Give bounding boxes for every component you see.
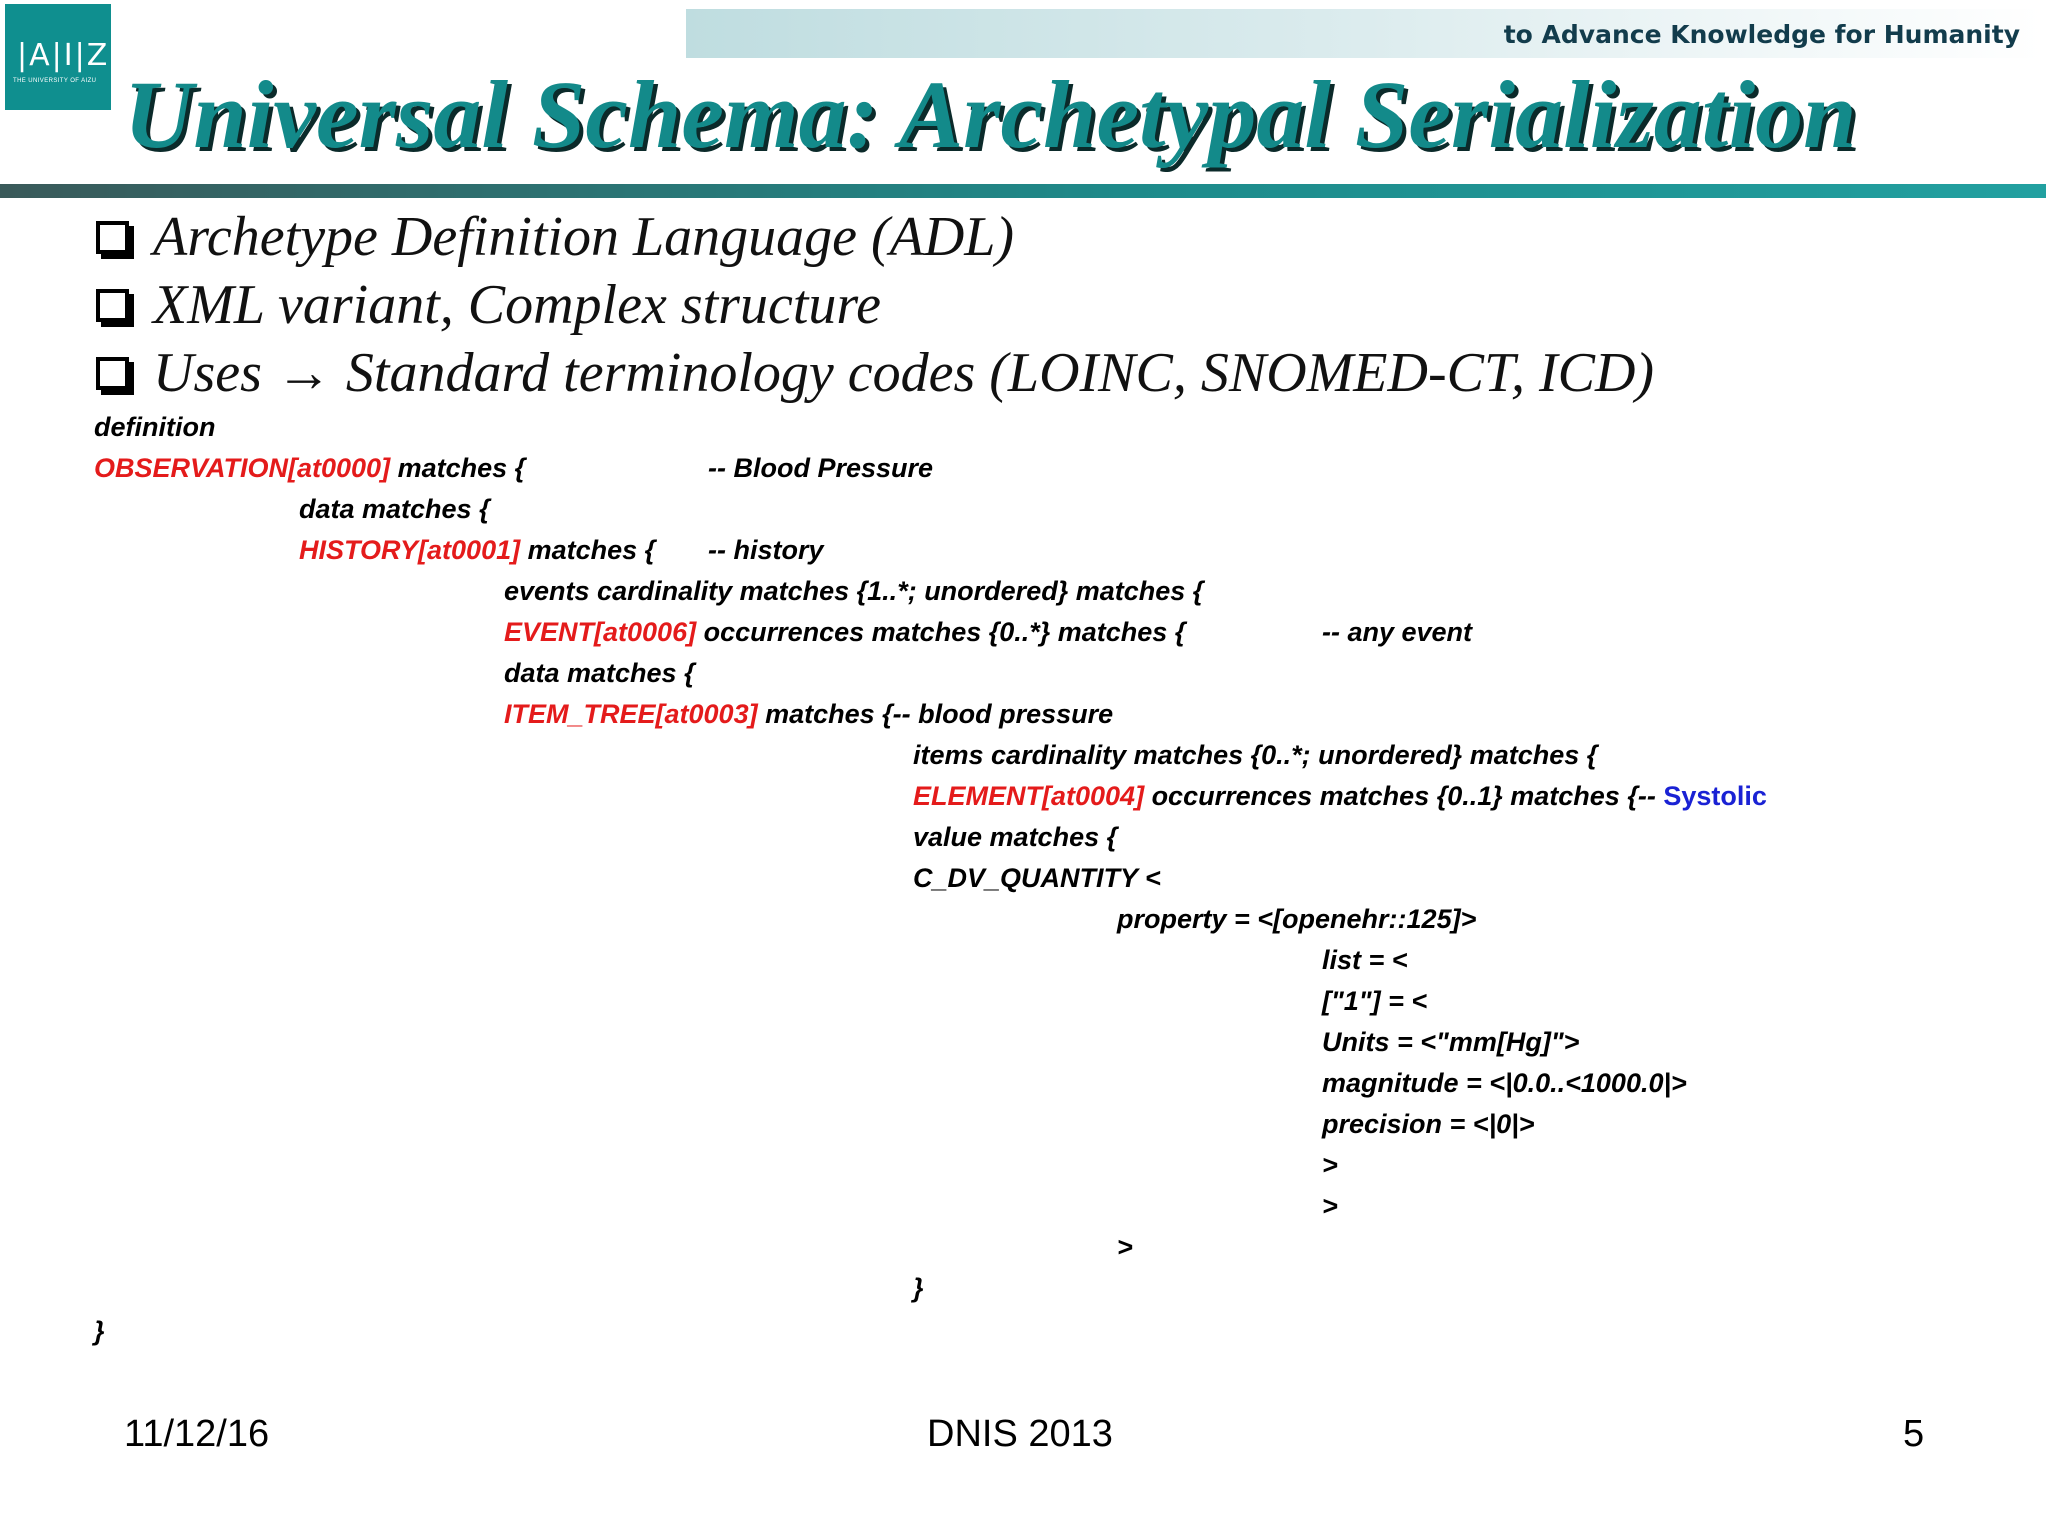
code-text: ["1"] = < [1322,986,1428,1016]
code-keyword: ITEM_TREE[at0003] [504,699,758,729]
tagline: to Advance Knowledge for Humanity [1503,20,2020,49]
bullet-text: Archetype Definition Language (ADL) [153,206,1015,268]
bullet-item [96,203,1654,271]
footer-date: 11/12/16 [124,1413,270,1455]
code-text: property = <[openehr::125]> [1117,904,1477,934]
code-line [1322,1025,1579,1059]
university-logo [5,4,158,110]
code-line [913,820,1117,854]
slide-title: Universal Schema: Archetypal Serialization [124,61,1857,168]
code-text: data matches { [504,658,695,688]
code-text: > [1322,1191,1338,1221]
tagline-bar [686,9,2042,58]
code-line [913,738,1597,772]
code-line [504,615,1185,649]
checkbox-bullet-icon [96,289,129,322]
code-text: matches { [390,453,526,483]
code-line [1117,1230,1133,1264]
code-comment: -- Blood Pressure [708,453,934,483]
code-keyword: HISTORY[at0001] [299,535,521,565]
code-line [299,533,655,567]
code-text: } [94,1316,105,1346]
code-text: > [1117,1232,1133,1262]
code-text: } [913,1273,924,1303]
code-line [1322,1189,1338,1223]
code-line [504,574,1203,608]
logo-subtitle: THE UNIVERSITY OF AIZU [13,78,97,84]
code-text: list = < [1322,945,1408,975]
code-text: events cardinality matches {1..*; unordered} matches { [504,576,1204,606]
code-line [1117,902,1476,936]
code-line [1322,1107,1534,1141]
checkbox-bullet-icon [96,357,129,390]
code-text: > [1322,1150,1338,1180]
code-line [1322,943,1408,977]
code-text: Units = <"mm[Hg]"> [1322,1027,1580,1057]
code-comment: -- any event [1322,617,1473,647]
footer-event: DNIS 2013 [927,1413,1113,1455]
code-line [504,656,695,690]
code-line [913,779,1767,813]
bullet-text: XML variant, Complex structure [153,274,881,336]
code-text: C_DV_QUANTITY < [913,863,1161,893]
code-text: value matches { [913,822,1118,852]
code-comment: -- history [708,535,824,565]
code-line [94,451,525,485]
logo-mark: |A|I|Z|U| [17,38,158,73]
code-line [299,492,490,526]
footer-page-number: 5 [1903,1413,1925,1455]
bullet-item [96,339,1654,407]
code-line [94,1314,105,1348]
code-line [1322,1066,1687,1100]
bullet-text: Uses → Standard terminology codes (LOINC, SNOMED-CT, ICD) [153,342,1655,404]
code-text: occurrences matches {0..1} matches {-- [1144,781,1664,811]
code-keyword: ELEMENT[at0004] [913,781,1145,811]
code-text: data matches { [299,494,490,524]
checkbox-bullet-icon [96,221,129,254]
code-line [504,697,1113,731]
code-line [94,410,215,444]
code-text: matches {-- blood pressure [757,699,1114,729]
code-text: items cardinality matches {0..*; unordered} matches { [913,740,1598,770]
code-text: matches { [520,535,656,565]
title-divider [0,184,2046,198]
bullet-list [96,203,1654,407]
code-text: magnitude = <|0.0..<1000.0|> [1322,1068,1687,1098]
code-line [1322,984,1427,1018]
code-keyword: OBSERVATION[at0000] [94,453,391,483]
code-line [1322,1148,1338,1182]
code-text: precision = <|0|> [1322,1109,1535,1139]
code-keyword: EVENT[at0006] [504,617,697,647]
code-text: occurrences matches {0..*} matches { [696,617,1186,647]
code-line [913,1271,924,1305]
code-text: definition [94,412,216,442]
bullet-item [96,271,1654,339]
code-line [913,861,1161,895]
code-annotation: Systolic [1663,781,1767,811]
